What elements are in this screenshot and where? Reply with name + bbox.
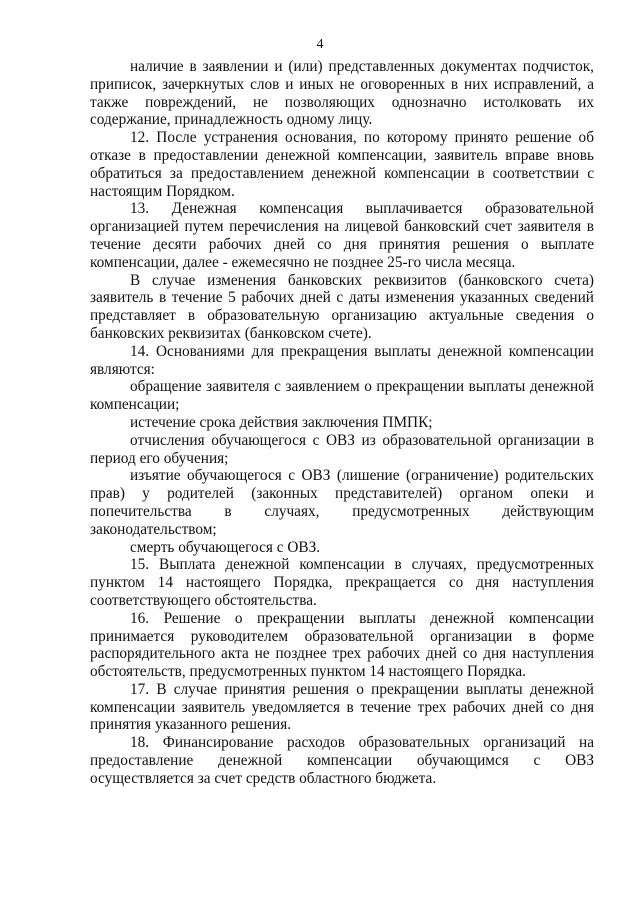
paragraph-18: 18. Финансирование расходов образовательных организаций на предоставление денежной компенсации обучающимся с ОВЗ осуществляется за счет средств областного бюджета. — [90, 734, 594, 787]
paragraph-14-item-pmpk-expiry: истечение срока действия заключения ПМПК; — [130, 413, 433, 431]
paragraph-12: 12. После устранения основания, по которому принято решение об отказе в предоставлении денежной компенсации, заявитель вправе вновь обратиться за предоставлением денежной компенсации в соответствии с настоящим Порядком. — [90, 129, 594, 200]
paragraph-15: 15. Выплата денежной компенсации в случаях, предусмотренных пунктом 14 настоящего Порядка, прекращается со дня наступления соответствующего обстоятельства. — [90, 556, 594, 609]
paragraph-17: 17. В случае принятия решения о прекращении выплаты денежной компенсации заявитель уведомляется в течение трех рабочих дней со дня принятия указанного решения. — [90, 680, 594, 734]
paragraph-14-item-expulsion: отчисления обучающегося с ОВЗ из образовательной организации в период его обучения; — [90, 431, 594, 467]
paragraph-14-item-application: обращение заявителя с заявлением о прекращении выплаты денежной компенсации; — [90, 378, 594, 414]
paragraph-14-item-removal: изъятие обучающегося с ОВЗ (лишение (ограничение) родительских прав) у родителей (законных представителей) органом опеки и попечительства в случаях, предусмотренных действующим законодательством; — [90, 467, 594, 538]
paragraph-14: 14. Основаниями для прекращения выплаты денежной компенсации являются: — [90, 342, 594, 378]
paragraph-14-item-death: смерть обучающегося с ОВЗ. — [130, 538, 321, 556]
paragraph-13: 13. Денежная компенсация выплачивается образовательной организацией путем перечисления на лицевой банковский счет заявителя в течение десяти рабочих дней со дня принятия решения о выплате компенсации, далее - ежемесячно не позднее 25-го числа месяца. — [90, 200, 594, 271]
document-body — [90, 58, 594, 788]
paragraph-16: 16. Решение о прекращении выплаты денежной компенсации принимается руководителем образовательной организации в форме распорядительного акта не позднее трех рабочих дней со дня наступления обстоятельств, предусмотренных пунктом 14 настоящего Порядка. — [90, 609, 594, 681]
paragraph-11-continuation: наличие в заявлении и (или) представленных документах подчисток, приписок, зачеркнутых слов и иных не оговоренных в них исправлений, а также повреждений, не позволяющих однозначно истолковать их содержание, принадлежность одному лицу. — [90, 58, 594, 129]
paragraph-13-bank-details: В случае изменения банковских реквизитов (банковского счета) заявитель в течение 5 рабочих дней с даты изменения указанных сведений представляет в образовательную организацию актуальные сведения о банковских реквизитах (банковском счете). — [90, 271, 594, 342]
page-number: 4 — [316, 37, 324, 52]
